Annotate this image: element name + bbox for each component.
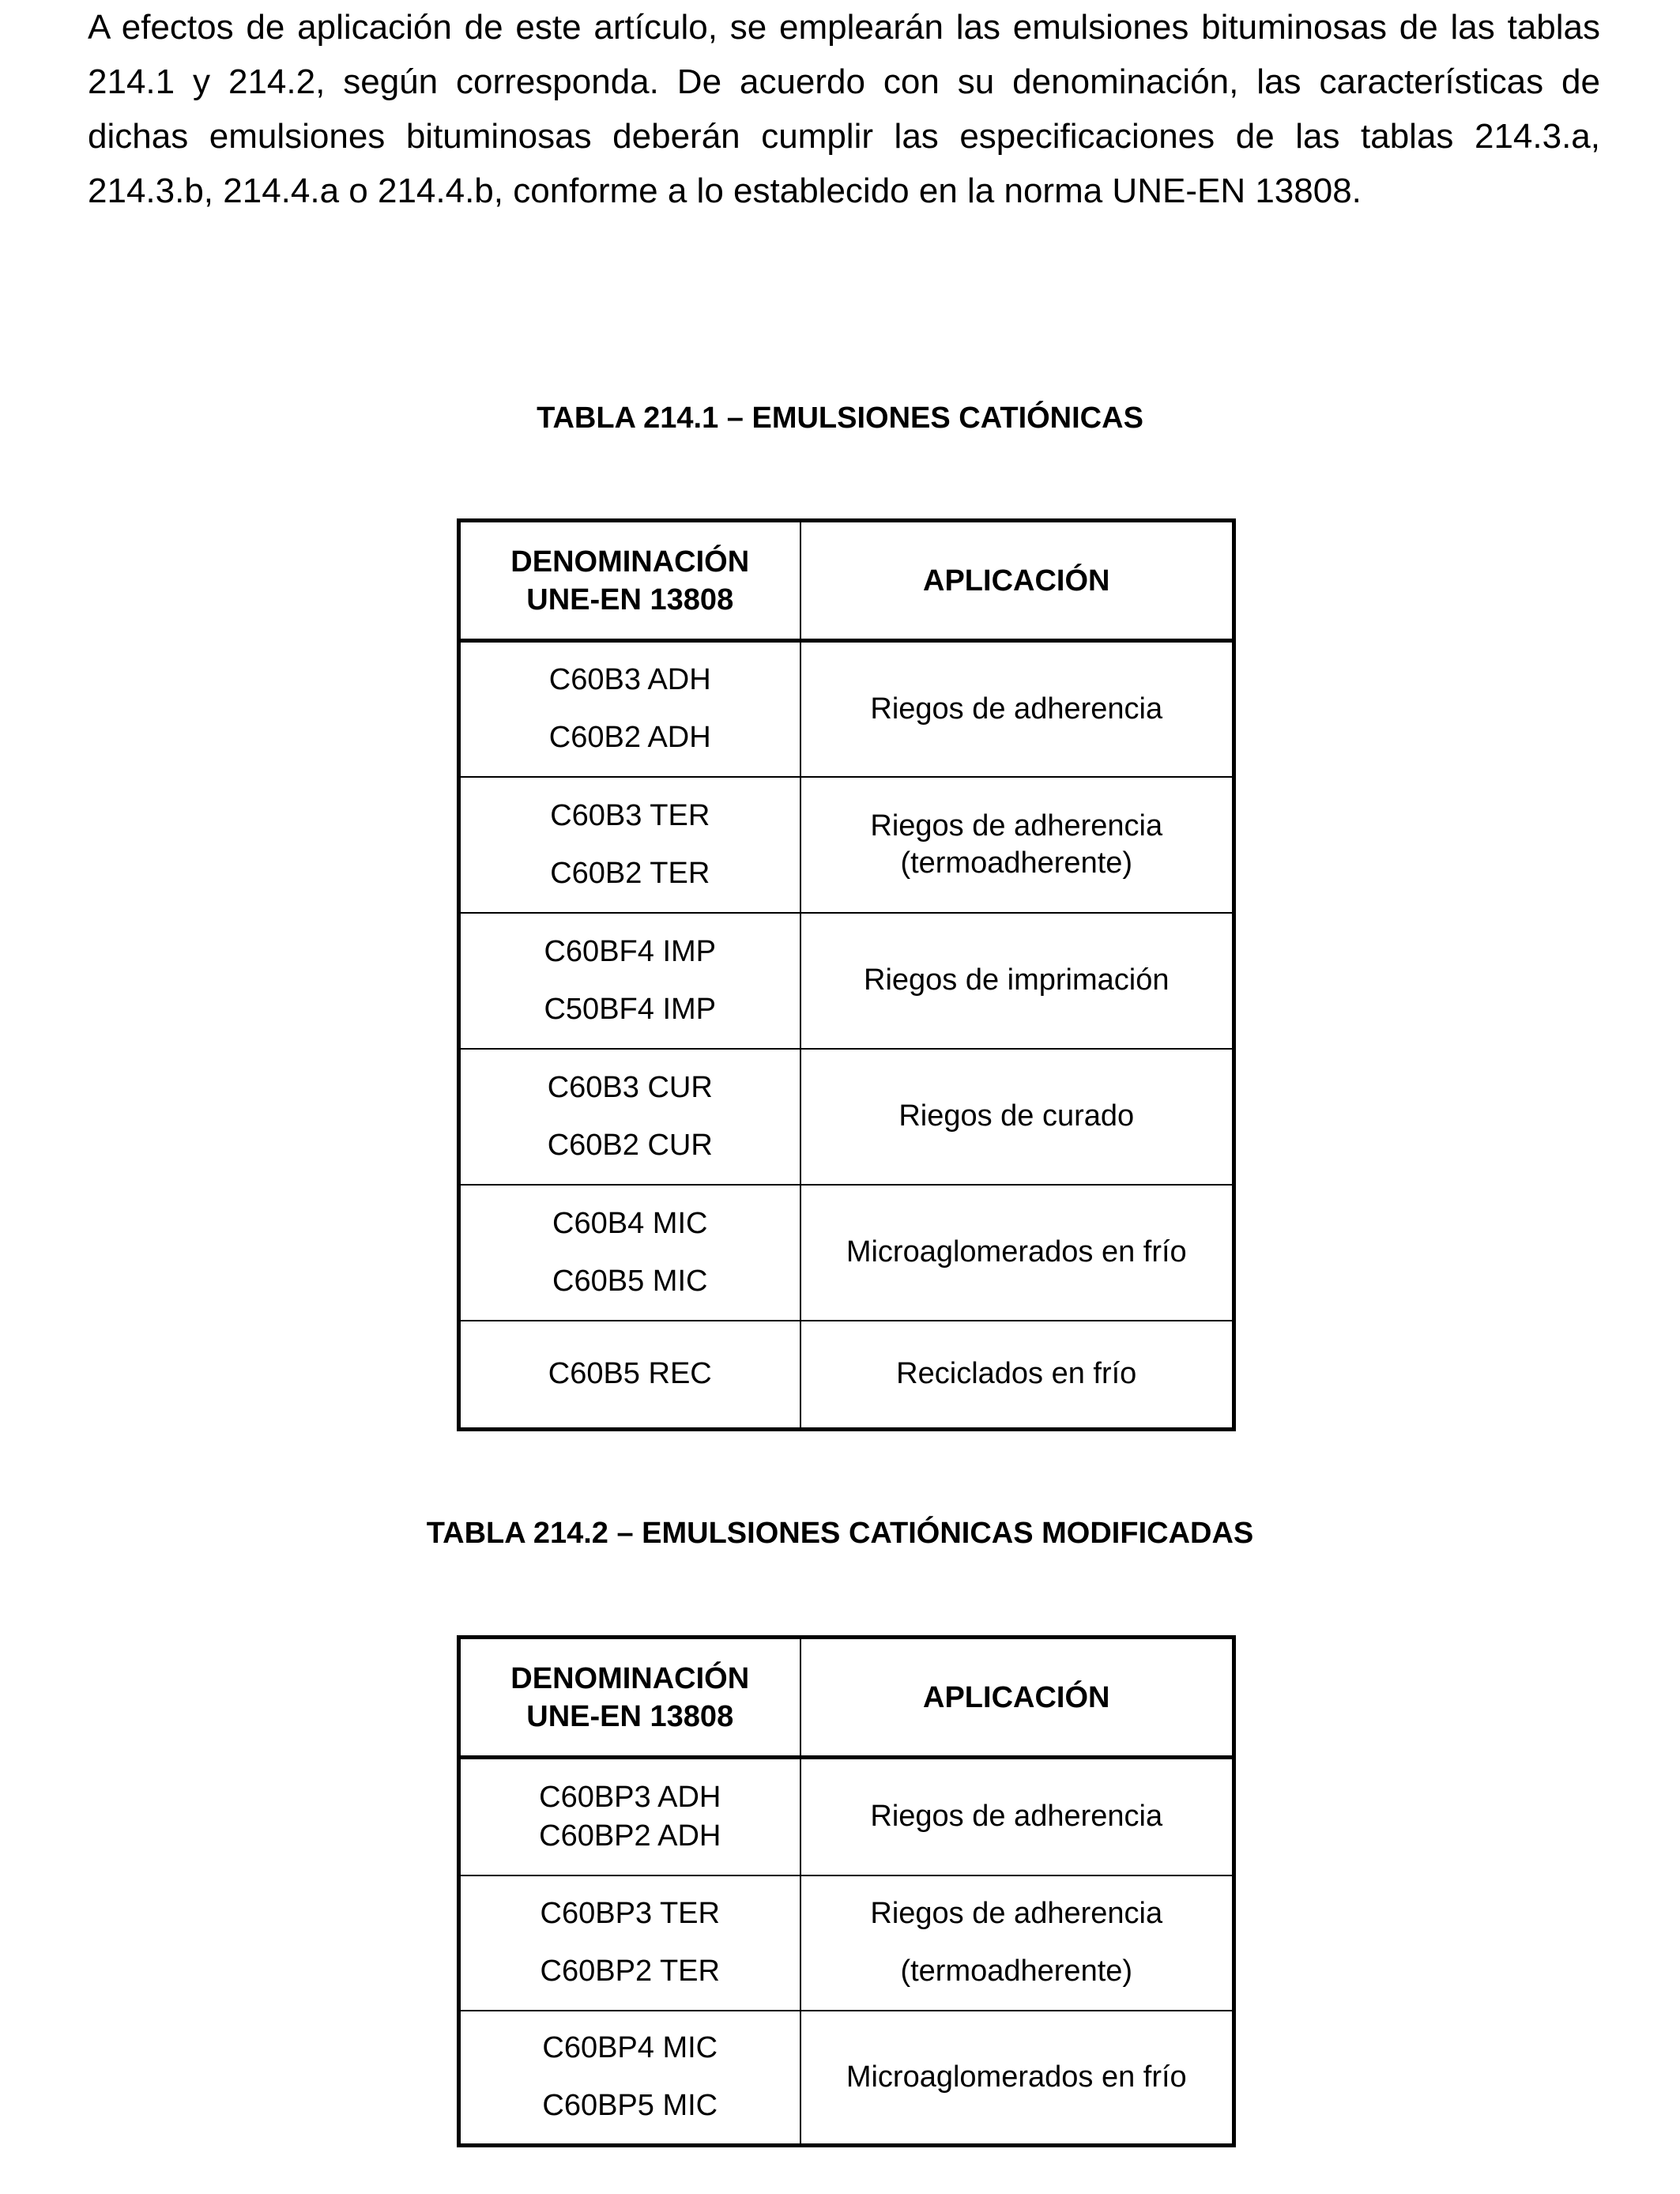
application-text: Riegos de adherencia (870, 692, 1163, 726)
denominacion-cell (459, 913, 800, 1049)
application-text: Riegos de imprimación (864, 963, 1170, 997)
aplicacion-cell (800, 1875, 1234, 2011)
emulsion-code: C60B2 CUR (547, 1128, 713, 1162)
aplicacion-cell (800, 1758, 1234, 1875)
table-row (459, 777, 1234, 913)
emulsion-code: C60BP3 TER (540, 1897, 720, 1930)
table-row (459, 1049, 1234, 1185)
denominacion-cell (459, 2011, 800, 2146)
application-text: Microaglomerados en frío (846, 2060, 1187, 2094)
intro-paragraph: A efectos de aplicación de este artículo, se emplearán las emulsiones bituminosas de las tablas 214.1 y 214.2, según corresponda. De acuerdo con su denominación, las características de dichas emulsiones bituminosas deberán cumplir las especificaciones de las tablas 214.3.a, 214.3.b, 214.4.a o 214.4.b, conforme a lo establecido en la norma UNE-EN 13808. (88, 8, 1600, 210)
emulsion-code: C60B5 MIC (552, 1264, 708, 1298)
aplicacion-cell (800, 913, 1234, 1049)
emulsion-code: C60BP2 TER (540, 1955, 720, 1988)
table-row (459, 641, 1234, 777)
table-row (459, 1321, 1234, 1430)
header-aplicacion: APLICACIÓN (800, 1638, 1234, 1758)
denominacion-cell (459, 1758, 800, 1875)
application-text: Riegos de curado (898, 1099, 1135, 1133)
table-row (459, 913, 1234, 1049)
application-text: (termoadherente) (900, 1955, 1133, 1988)
aplicacion-cell (800, 1049, 1234, 1185)
header-aplicacion: APLICACIÓN (800, 521, 1234, 641)
emulsion-code: C50BF4 IMP (544, 992, 717, 1026)
emulsion-code: C60B4 MIC (552, 1206, 708, 1240)
emulsion-code: C60B5 REC (548, 1357, 712, 1391)
aplicacion-cell (800, 1321, 1234, 1430)
table-header-row (459, 521, 1234, 641)
emulsion-code: C60B2 TER (550, 856, 710, 890)
emulsion-code: C60BP2 ADH (539, 1819, 721, 1853)
emulsion-code: C60BP5 MIC (542, 2089, 718, 2123)
table-214-2 (457, 1635, 1236, 2147)
denominacion-cell (459, 1321, 800, 1430)
emulsion-code: C60BF4 IMP (544, 934, 717, 968)
aplicacion-cell (800, 1185, 1234, 1321)
table-header-row (459, 1638, 1234, 1758)
emulsion-code: C60B2 ADH (548, 721, 711, 755)
application-text: (termoadherente) (900, 846, 1133, 880)
table-214-1 (457, 518, 1236, 1431)
application-text: Riegos de adherencia (870, 1800, 1163, 1834)
header-denominacion-line2: UNE-EN 13808 (526, 582, 734, 616)
emulsion-code: C60B3 CUR (547, 1070, 713, 1104)
header-denominacion (459, 521, 800, 641)
aplicacion-cell (800, 777, 1234, 913)
application-text: Reciclados en frío (896, 1357, 1137, 1391)
denominacion-cell (459, 1875, 800, 2011)
emulsion-code: C60BP4 MIC (542, 2031, 718, 2065)
application-text: Riegos de adherencia (870, 1897, 1163, 1930)
table-row (459, 1185, 1234, 1321)
emulsion-code: C60B3 TER (550, 798, 710, 832)
table-row (459, 1758, 1234, 1875)
header-denominacion-line2: UNE-EN 13808 (526, 1699, 734, 1733)
table-row (459, 2011, 1234, 2146)
header-denominacion (459, 1638, 800, 1758)
denominacion-cell (459, 1049, 800, 1185)
denominacion-cell (459, 1185, 800, 1321)
header-denominacion-line1: DENOMINACIÓN (510, 545, 750, 579)
denominacion-cell (459, 641, 800, 777)
emulsion-code: C60BP3 ADH (539, 1780, 721, 1814)
aplicacion-cell (800, 2011, 1234, 2146)
table-row (459, 1875, 1234, 2011)
table-214-2-title: TABLA 214.2 – EMULSIONES CATIÓNICAS MODIFICADAS (426, 1517, 1254, 1550)
table-214-1-title: TABLA 214.1 – EMULSIONES CATIÓNICAS (537, 401, 1143, 435)
aplicacion-cell (800, 641, 1234, 777)
header-denominacion-line1: DENOMINACIÓN (510, 1661, 750, 1695)
application-text: Microaglomerados en frío (846, 1235, 1187, 1269)
emulsion-code: C60B3 ADH (548, 663, 711, 697)
application-text: Riegos de adherencia (870, 809, 1163, 843)
denominacion-cell (459, 777, 800, 913)
